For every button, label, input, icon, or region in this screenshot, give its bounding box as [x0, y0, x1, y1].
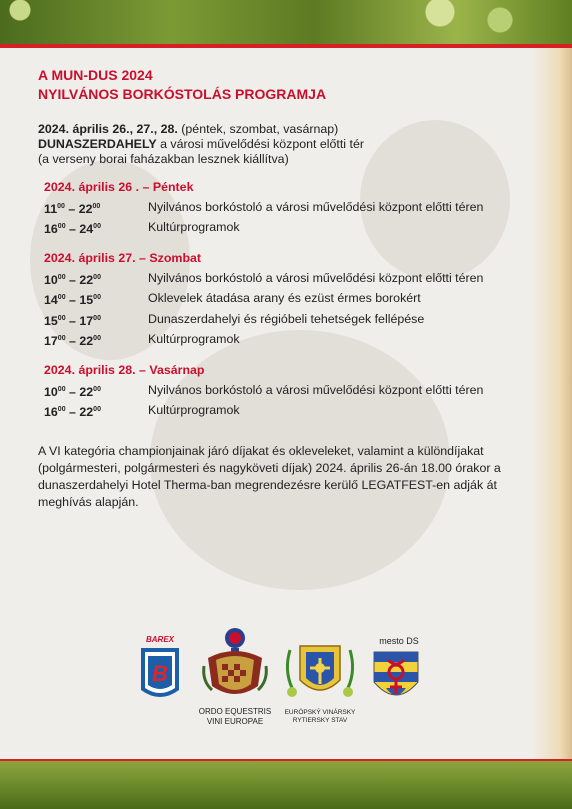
schedule-row [38, 310, 538, 330]
mesto-ds-logo [372, 636, 426, 706]
day-heading: 2024. április 26 . – Péntek [44, 180, 194, 194]
event-description: Kultúrprogramok [148, 331, 240, 346]
schedule-row [38, 269, 538, 289]
end-hour: 22 [79, 384, 94, 399]
title-line: A MUN-DUS 2024 [38, 67, 153, 83]
wine-knights-shield-icon [282, 640, 358, 704]
end-minutes: 00 [93, 294, 101, 302]
mesto-label: mesto DS [379, 636, 419, 646]
start-hour: 15 [44, 313, 58, 328]
town-coat-of-arms-icon [372, 650, 420, 706]
schedule-day [38, 179, 538, 238]
start-minutes: 00 [57, 334, 66, 342]
program-title [38, 66, 538, 104]
rytiersky-stav-logo [282, 640, 358, 732]
logo-strip [0, 626, 572, 736]
start-minutes: 00 [57, 223, 66, 231]
end-hour: 22 [79, 333, 94, 348]
time-dash: – [65, 333, 80, 348]
event-time [38, 289, 148, 309]
start-minutes: 00 [57, 405, 66, 413]
event-time [38, 330, 148, 350]
start-hour: 16 [44, 405, 58, 419]
title-line: NYILVÁNOS BORKÓSTOLÁS PROGRAMJA [38, 86, 327, 102]
time-dash: – [65, 384, 80, 399]
schedule [38, 179, 538, 421]
barex-wordmark: BAREX [145, 635, 175, 644]
start-minutes: 00 [57, 314, 66, 322]
start-hour: 17 [44, 333, 58, 348]
start-hour: 11 [44, 202, 58, 217]
schedule-row [38, 381, 538, 401]
time-dash: – [65, 222, 80, 237]
time-dash: – [65, 313, 80, 328]
time-dash: – [65, 405, 80, 419]
start-minutes: 00 [57, 203, 65, 210]
schedule-day [38, 362, 538, 421]
end-minutes: 00 [93, 274, 101, 282]
program-content [38, 66, 538, 511]
end-minutes: 00 [93, 223, 101, 231]
end-minutes: 00 [93, 314, 101, 322]
closing-note: A VI kategória championjainak járó díjakat és okleveleket, valamint a különdíjakat (polgármesteri, polgármesteri és nagyköveti díjak) 2024. április 26-án 18.00 órakor a dunaszerdahelyi Hotel Therma-ban megrendezésre kerülő LEGATFEST-en adják át meghívás alapján. [38, 444, 501, 509]
rytiersky-label-line2: RYTIERSKY STAV [292, 717, 348, 724]
festival-note: (a verseny borai faházakban lesznek kiállítva) [38, 152, 289, 166]
schedule-row [38, 289, 538, 309]
event-description: Kultúrprogramok [148, 220, 240, 235]
ordo-label-line1: ORDO EQUESTRIS [198, 707, 272, 716]
schedule-row [38, 330, 538, 350]
start-minutes: 00 [57, 294, 66, 302]
ordo-equestris-logo [198, 626, 272, 734]
intro-block [38, 122, 538, 167]
event-description: Dunaszerdahelyi és régióbeli tehetségek fellépése [148, 311, 425, 326]
day-heading: 2024. április 27. – Szombat [44, 251, 202, 266]
barex-logo [135, 634, 185, 704]
event-description: Oklevelek átadása arany és ezüst érmes borokért [148, 291, 421, 306]
event-time [38, 381, 148, 401]
event-description: Kultúrprogramok [148, 402, 240, 417]
end-hour: 22 [79, 273, 94, 288]
day-heading: 2024. április 28. – Vasárnap [44, 362, 205, 377]
end-hour: 15 [79, 293, 94, 308]
start-minutes: 00 [57, 274, 66, 282]
start-hour: 14 [44, 293, 58, 308]
rytiersky-label-line1: EURÓPSKÝ VINÁRSKY [284, 709, 356, 716]
schedule-row [38, 198, 538, 218]
festival-days: (péntek, szombat, vasárnap) [177, 122, 339, 136]
time-dash: – [65, 273, 80, 288]
time-dash: – [64, 202, 79, 217]
start-hour: 10 [44, 273, 58, 288]
end-minutes: 00 [93, 385, 101, 393]
vineyard-footer-band [0, 761, 572, 809]
festival-town: DUNASZERDAHELY [38, 137, 157, 151]
schedule-row [38, 401, 538, 421]
end-minutes: 00 [93, 405, 101, 413]
start-hour: 10 [44, 384, 58, 399]
event-description: Nyilvános borkóstoló a városi művelődési központ előtti téren [148, 382, 484, 397]
start-minutes: 00 [57, 385, 66, 393]
event-time [38, 310, 148, 330]
time-dash: – [65, 293, 80, 308]
end-hour: 24 [79, 222, 94, 237]
start-hour: 16 [44, 222, 58, 237]
event-time [38, 218, 148, 238]
header-red-stripe [0, 44, 572, 48]
end-minutes: 00 [93, 334, 101, 342]
event-time [38, 401, 148, 421]
schedule-day [38, 250, 538, 350]
barex-emblem-icon [135, 634, 185, 704]
event-description: Nyilvános borkóstoló a városi művelődési központ előtti téren [148, 271, 484, 286]
event-time [38, 198, 148, 218]
event-description: Nyilvános borkóstoló a városi művelődési központ előtti téren [148, 200, 484, 214]
end-hour: 22 [78, 202, 93, 217]
schedule-row [38, 218, 538, 238]
festival-dates: 2024. április 26., 27., 28. [38, 122, 178, 136]
barex-letter: B [152, 661, 168, 686]
event-time [38, 269, 148, 289]
knight-crest-icon [198, 626, 272, 702]
grape-leaf-header-band [0, 0, 572, 46]
end-hour: 17 [79, 313, 94, 328]
end-hour: 22 [79, 405, 94, 419]
festival-venue: a városi művelődési központ előtti tér [156, 137, 364, 151]
ordo-label-line2: VINI EUROPAE [206, 717, 264, 726]
end-minutes: 00 [92, 203, 101, 210]
